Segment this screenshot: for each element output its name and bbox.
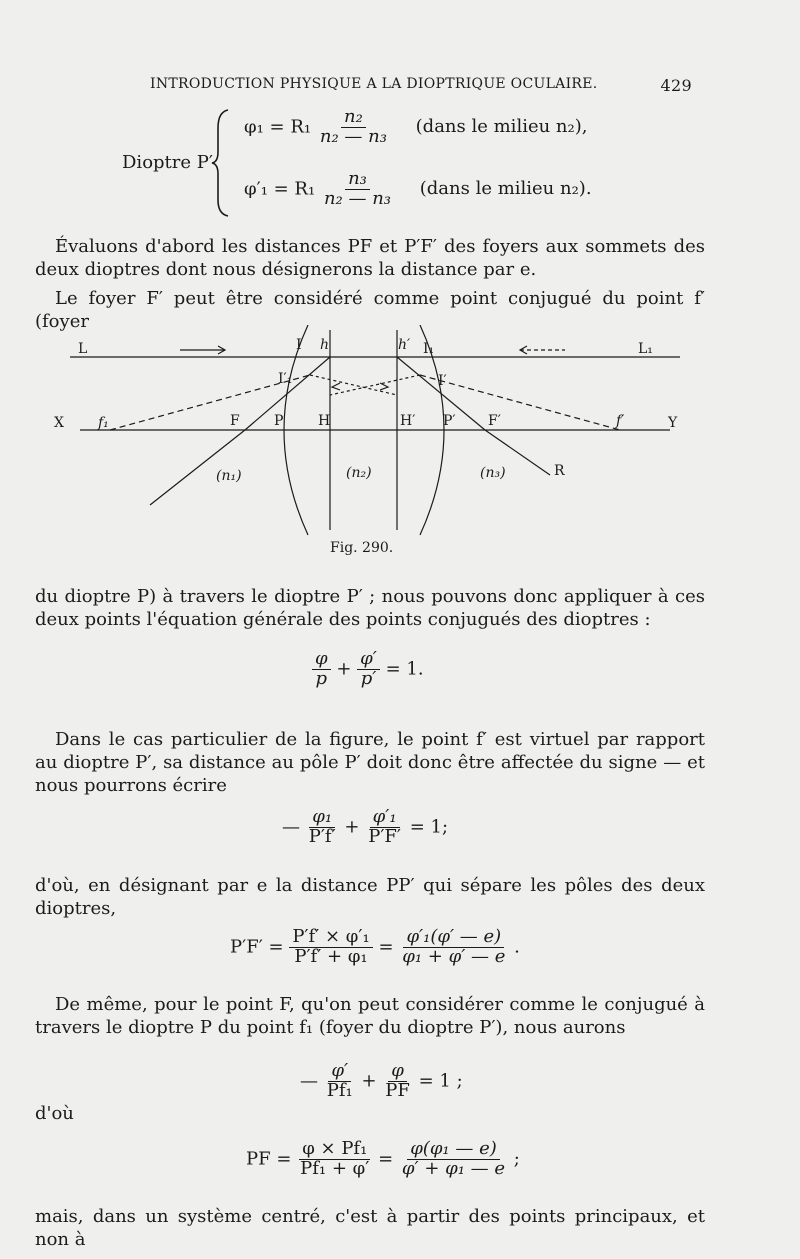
paragraph-2: Le foyer F′ peut être considéré comme point conjugué du point f′ (foyer bbox=[35, 288, 705, 332]
running-header bbox=[150, 76, 700, 95]
label-h: h bbox=[320, 337, 330, 353]
figure-caption: Fig. 290. bbox=[330, 540, 394, 556]
label-I1: I₁ bbox=[423, 341, 435, 357]
label-I-prime: I′ bbox=[438, 373, 447, 389]
equation-conjugate: $\frac{\varphi}{p}$ + $\frac{\varphi'}{p'}$ = 1. bbox=[312, 650, 424, 689]
equation-pf: PF = $\frac{\text{φ × Pf₁}}{\text{Pf₁ + φ′}}$ = $\frac{\text{φ(φ₁ — e)}}{\text{φ′ + φ₁ — e}}$ ; bbox=[246, 1138, 520, 1179]
label-R: R bbox=[554, 463, 565, 479]
label-L: L bbox=[78, 341, 88, 357]
label-H: H bbox=[318, 413, 331, 429]
label-P: P bbox=[274, 413, 284, 429]
label-Y: Y bbox=[668, 415, 678, 431]
label-P-prime: P′ bbox=[443, 413, 456, 429]
equation-conjugate-2: — $\frac{\varphi'}{\text{Pf₁}}$ + $\frac{\varphi}{PF}$ = 1 ; bbox=[300, 1060, 463, 1101]
paragraph-1: Évaluons d'abord les distances PF et P′F′ des foyers aux sommets des deux dioptres dont nous désignerons la distance par e. bbox=[35, 236, 705, 280]
label-X: X bbox=[54, 415, 64, 431]
label-n1: (n₁) bbox=[216, 468, 242, 484]
label-I: I bbox=[296, 337, 302, 353]
label-f-prime: f′ bbox=[616, 413, 625, 429]
paragraph-5: d'où, en désignant par e la distance PP′ qui sépare les pôles des deux dioptres, bbox=[35, 875, 705, 919]
equation-pf-prime: P′F′ = $\frac{\text{P′f′ × φ′₁}}{\text{P′f′ + φ₁}}$ = $\frac{\text{φ′₁(φ′ — e)}}{\text{φ₁ + φ′ — e}}$ . bbox=[230, 926, 520, 967]
label-n2: (n₂) bbox=[346, 465, 372, 481]
equation-phi1-prime: φ′₁ = R₁ $\frac{\text{n₃}}{\text{n₂ — n₃}}$ (dans le milieu n₂). bbox=[244, 168, 592, 209]
paragraph-6: De même, pour le point F, qu'on peut considérer comme le conjugué à travers le dioptre P du point f₁ (foyer du dioptre P′), nous aurons bbox=[35, 994, 705, 1038]
dioptre-equations-block bbox=[0, 100, 800, 230]
label-n3: (n₃) bbox=[480, 465, 506, 481]
curly-brace-icon bbox=[210, 108, 234, 218]
paragraph-4: Dans le cas particulier de la figure, le point f′ est virtuel par rapport au dioptre P′, sa distance au pôle P′ doit donc être affectée du signe — et nous pourrons écrire bbox=[35, 729, 705, 796]
label-L1: L₁ bbox=[638, 341, 653, 357]
paragraph-3: du dioptre P) à travers le dioptre P′ ; nous pouvons donc appliquer à ces deux points l'équation générale des points conjugués des dioptres : bbox=[35, 586, 705, 630]
page-number: 429 bbox=[660, 76, 692, 95]
equation-phi1: φ₁ = R₁ $\frac{\text{n₂}}{\text{n₂ — n₃}}$ (dans le milieu n₂), bbox=[244, 106, 588, 147]
running-title: INTRODUCTION PHYSIQUE A LA DIOPTRIQUE OCULAIRE. bbox=[150, 76, 598, 92]
paragraph-7: d'où bbox=[35, 1103, 74, 1124]
label-F-prime: F′ bbox=[488, 413, 501, 429]
label-F: F bbox=[230, 413, 240, 429]
label-h-prime: h′ bbox=[398, 337, 411, 353]
dioptre-label: Dioptre P′ bbox=[122, 152, 213, 173]
label-f1: f₁ bbox=[98, 415, 109, 431]
figure-290-diagram bbox=[40, 325, 700, 540]
equation-virtual: — $\frac{\text{φ₁}}{P'f'}$ + $\frac{\text{φ′₁}}{P'F'}$ = 1; bbox=[282, 806, 449, 847]
label-I1-prime: I′₁ bbox=[278, 371, 293, 387]
paragraph-8: mais, dans un système centré, c'est à partir des points principaux, et non à bbox=[35, 1206, 705, 1250]
label-H-prime: H′ bbox=[400, 413, 416, 429]
